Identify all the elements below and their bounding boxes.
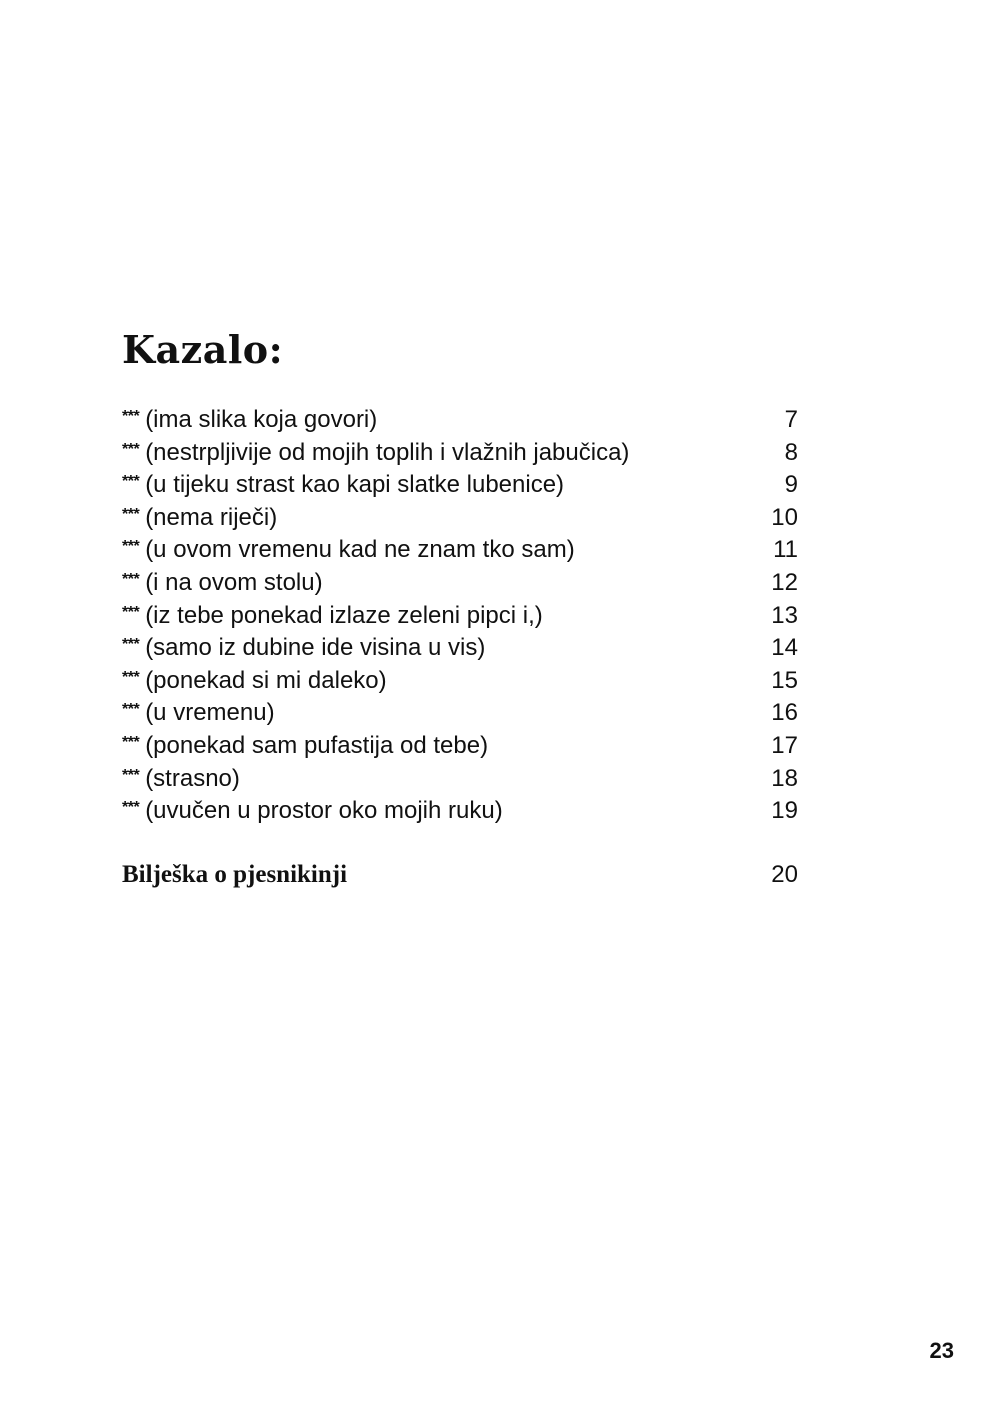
toc-entry-label xyxy=(122,531,575,567)
toc-entry-page: 14 xyxy=(771,634,798,662)
toc-entry xyxy=(122,694,798,727)
toc-entry-label xyxy=(122,401,377,437)
toc-marker: *** xyxy=(122,668,140,686)
toc-entry-page: 17 xyxy=(771,731,798,759)
toc-entry-title: (nestrpljivije od mojih toplih i vlažnih jabučica) xyxy=(145,438,630,466)
toc-marker: *** xyxy=(122,701,140,719)
toc-marker: *** xyxy=(122,538,140,556)
toc-entry-label xyxy=(122,694,275,730)
toc-entry xyxy=(122,792,798,825)
toc-entry xyxy=(122,727,798,760)
toc-entry-title: (u ovom vremenu kad ne znam tko sam) xyxy=(145,536,575,564)
toc-entry xyxy=(122,564,798,597)
toc-entry-page: 13 xyxy=(771,601,798,629)
page-title: Kazalo: xyxy=(122,327,284,372)
toc-entry xyxy=(122,531,798,564)
toc-entry-title: (nema riječi) xyxy=(145,503,278,531)
toc-entry-title: (i na ovom stolu) xyxy=(145,568,323,596)
toc-marker: *** xyxy=(122,440,140,458)
toc-entry xyxy=(122,597,798,630)
toc-entry-page: 10 xyxy=(771,503,798,531)
toc-entry-page: 18 xyxy=(771,764,798,792)
toc-entry-label xyxy=(122,727,488,763)
toc-entry-label xyxy=(122,629,485,665)
toc-entry-page: 8 xyxy=(784,438,798,466)
toc-entry xyxy=(122,499,798,532)
toc-entry-author-note xyxy=(122,861,798,889)
toc-entry xyxy=(122,629,798,662)
author-note-title: Bilješka o pjesnikinji xyxy=(122,861,348,888)
toc-entry xyxy=(122,662,798,695)
toc-entry-label xyxy=(122,434,629,470)
table-of-contents xyxy=(122,401,798,825)
toc-entry-label xyxy=(122,466,564,502)
toc-entry-page: 15 xyxy=(771,666,798,694)
toc-entry xyxy=(122,401,798,434)
toc-entry-page: 9 xyxy=(784,471,798,499)
toc-entry-page: 11 xyxy=(773,536,798,564)
toc-marker: *** xyxy=(122,733,140,751)
toc-entry-page: 12 xyxy=(771,568,798,596)
toc-entry-title: (uvučen u prostor oko mojih ruku) xyxy=(145,797,503,825)
toc-entry-title: (ponekad sam pufastija od tebe) xyxy=(145,731,489,759)
author-note-page: 20 xyxy=(771,861,798,888)
toc-entry-page: 16 xyxy=(771,699,798,727)
toc-marker: *** xyxy=(122,636,140,654)
toc-entry-title: (u tijeku strast kao kapi slatke lubenice) xyxy=(145,471,565,499)
toc-entry-label xyxy=(122,662,387,698)
toc-marker: *** xyxy=(122,570,140,588)
toc-marker: *** xyxy=(122,505,140,523)
toc-marker: *** xyxy=(122,408,140,425)
toc-entry-title: (samo iz dubine ide visina u vis) xyxy=(145,634,486,662)
toc-entry xyxy=(122,760,798,793)
toc-entry-label xyxy=(122,760,240,796)
toc-entry-page: 19 xyxy=(771,797,798,825)
toc-marker: *** xyxy=(122,473,140,491)
toc-entry xyxy=(122,466,798,499)
toc-entry-title: (ponekad si mi daleko) xyxy=(145,666,387,694)
toc-entry-title: (u vremenu) xyxy=(145,699,275,727)
toc-entry-label xyxy=(122,792,503,828)
toc-entry xyxy=(122,434,798,467)
toc-entry-label xyxy=(122,564,323,600)
page-number: 23 xyxy=(929,1338,954,1363)
toc-entry-title: (iz tebe ponekad izlaze zeleni pipci i,) xyxy=(145,601,543,629)
toc-entry-label xyxy=(122,499,277,535)
toc-marker: *** xyxy=(122,799,140,817)
toc-entry-label xyxy=(122,597,543,633)
toc-entry-title: (ima slika koja govori) xyxy=(145,406,378,433)
toc-entry-page: 7 xyxy=(784,406,798,433)
toc-entry-title: (strasno) xyxy=(145,764,240,792)
toc-marker: *** xyxy=(122,766,140,784)
toc-marker: *** xyxy=(122,603,140,621)
